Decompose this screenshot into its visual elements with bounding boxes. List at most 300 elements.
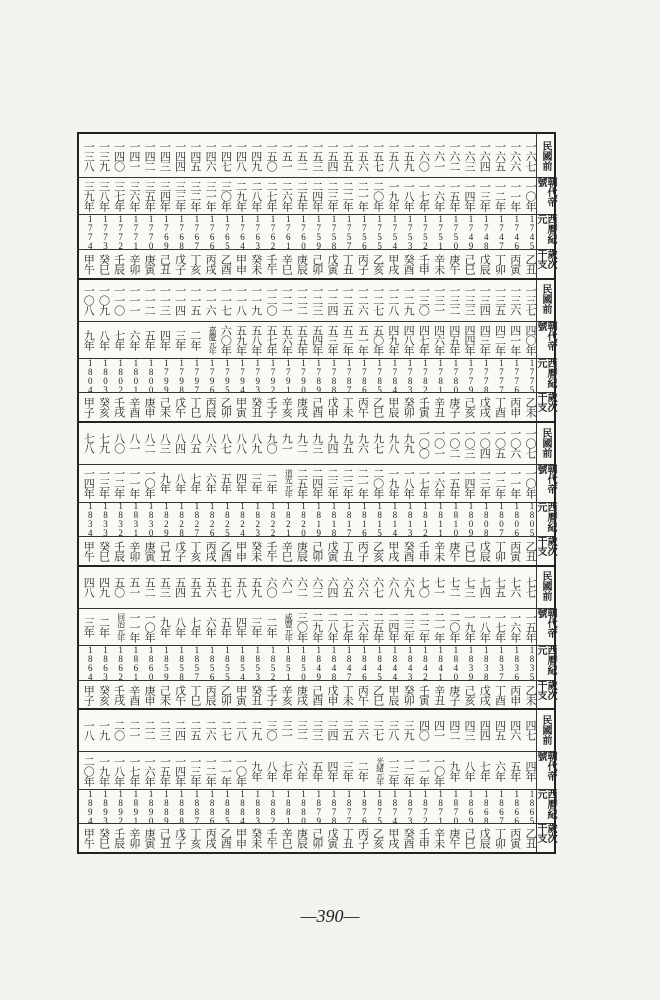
ganzhi-cell: 甲午 xyxy=(82,253,96,274)
ganzhi-cell: 丁未 xyxy=(341,397,355,418)
table-section xyxy=(79,421,554,565)
ganzhi-cell: 戊戌 xyxy=(478,397,492,418)
ganzhi-cell: 乙亥 xyxy=(371,540,385,561)
ganzhi-cell: 丁卯 xyxy=(493,828,507,849)
minguo-cell: 一三九 xyxy=(97,141,111,172)
year-cell: 1776 xyxy=(511,357,522,394)
ganzhi-cell: 癸巳 xyxy=(97,253,111,274)
reign-cell: 一九年 xyxy=(386,468,400,499)
ganzhi-cell: 丙申 xyxy=(508,397,522,418)
reign-cell: 一四年 xyxy=(82,468,96,499)
year-cell: 1846 xyxy=(359,644,370,681)
ganzhi-cell: 乙巳 xyxy=(371,684,385,705)
ganzhi-cell: 辛亥 xyxy=(280,684,294,705)
reign-cell: 二九年 xyxy=(310,612,324,643)
reign-cell: 一四年 xyxy=(463,468,477,499)
minguo-cell: 四八 xyxy=(82,576,96,597)
reign-cell: 二三年 xyxy=(402,612,416,643)
ganzhi-cell: 甲辰 xyxy=(386,684,400,705)
ganzhi-cell: 乙丑 xyxy=(523,540,537,561)
minguo-cell: 七九 xyxy=(97,433,111,454)
year-cell: 1802 xyxy=(115,357,126,394)
ganzhi-cell: 甲午 xyxy=(82,540,96,561)
ganzhi-cell: 乙酉 xyxy=(219,540,233,561)
reign-cell: 一三年 xyxy=(188,755,202,786)
ganzhi-cell: 戊子 xyxy=(173,253,187,274)
minguo-cell: 七四 xyxy=(478,576,492,597)
reign-cell: 八年 xyxy=(265,760,279,781)
reign-cell: 二八年 xyxy=(325,612,339,643)
year-cell: 1769 xyxy=(161,214,172,251)
ganzhi-cell: 癸未 xyxy=(249,828,263,849)
reign-cell: 一三年 xyxy=(478,181,492,212)
minguo-cell: 一六六 xyxy=(508,141,522,172)
year-cell: 1864 xyxy=(85,644,96,681)
year-cell: 1793 xyxy=(252,357,263,394)
ganzhi-cell: 丙戌 xyxy=(204,253,218,274)
minguo-cell: 八九 xyxy=(249,433,263,454)
ganzhi-cell: 丁丑 xyxy=(341,253,355,274)
year-cell: 1820 xyxy=(298,501,309,538)
year-cell: 1863 xyxy=(100,644,111,681)
reign-cell: 三年 xyxy=(249,473,263,494)
table-section xyxy=(79,278,554,422)
ganzhi-cell: 辛巳 xyxy=(280,540,294,561)
minguo-cell: 六三 xyxy=(310,576,324,597)
ganzhi-cell: 癸卯 xyxy=(402,397,416,418)
ganzhi-cell: 戊戌 xyxy=(478,684,492,705)
minguo-cell: 七六 xyxy=(508,576,522,597)
minguo-cell: 一三四 xyxy=(478,284,492,315)
ganzhi-cell: 壬戌 xyxy=(112,684,126,705)
reign-cell: 三年 xyxy=(173,329,187,350)
ganzhi-cell: 丁酉 xyxy=(493,397,507,418)
ganzhi-cell: 己亥 xyxy=(463,684,477,705)
reign-cell: 四八年 xyxy=(402,324,416,355)
year-cell: 1759 xyxy=(313,214,324,251)
section-divider xyxy=(79,708,554,710)
minguo-cell: 六二 xyxy=(295,576,309,597)
minguo-cell: 一四八 xyxy=(234,141,248,172)
minguo-cell: 一六一 xyxy=(432,141,446,172)
minguo-cell: 七三 xyxy=(463,576,477,597)
minguo-cell: 一〇七 xyxy=(523,428,537,459)
minguo-cell: 五四 xyxy=(173,576,187,597)
reign-cell: 二九年 xyxy=(234,181,248,212)
ganzhi-cell: 丙戌 xyxy=(204,828,218,849)
year-cell: 1785 xyxy=(374,357,385,394)
minguo-cell: 二七 xyxy=(219,720,233,741)
reign-cell: 一五年 xyxy=(447,468,461,499)
year-cell: 1779 xyxy=(466,357,477,394)
minguo-cell: 一二六 xyxy=(356,284,370,315)
reign-cell: 一五年 xyxy=(447,181,461,212)
reign-cell: 四年 xyxy=(158,329,172,350)
minguo-cell: 一三六 xyxy=(508,284,522,315)
year-cell: 1807 xyxy=(496,501,507,538)
section-divider xyxy=(79,278,554,280)
ganzhi-cell: 甲寅 xyxy=(234,684,248,705)
column-header: 歲次干支 xyxy=(535,536,556,557)
minguo-cell: 一五七 xyxy=(371,141,385,172)
minguo-cell: 五八 xyxy=(234,576,248,597)
column-header: 西曆紀元 xyxy=(535,788,556,819)
ganzhi-cell: 庚午 xyxy=(447,540,461,561)
ganzhi-cell: 丙辰 xyxy=(204,397,218,418)
minguo-cell: 一五〇 xyxy=(265,141,279,172)
ganzhi-cell: 壬辰 xyxy=(112,828,126,849)
year-cell: 1833 xyxy=(100,501,111,538)
year-cell: 1818 xyxy=(328,501,339,538)
page-number: —390— xyxy=(300,906,360,926)
year-cell: 1822 xyxy=(268,501,279,538)
year-cell: 1824 xyxy=(237,501,248,538)
reign-cell: 一七年 xyxy=(493,612,507,643)
year-cell: 1772 xyxy=(115,214,126,251)
reign-cell: 一八年 xyxy=(402,468,416,499)
year-cell: 1857 xyxy=(191,644,202,681)
reign-cell: 一六年 xyxy=(508,612,522,643)
reign-cell: 一一年 xyxy=(508,468,522,499)
year-cell: 1829 xyxy=(161,501,172,538)
year-cell: 1817 xyxy=(344,501,355,538)
minguo-cell: 一二一 xyxy=(280,284,294,315)
year-cell: 1766 xyxy=(207,214,218,251)
ganzhi-cell: 癸丑 xyxy=(249,684,263,705)
minguo-cell: 三五 xyxy=(341,720,355,741)
year-cell: 1760 xyxy=(298,214,309,251)
minguo-cell: 一五五 xyxy=(341,141,355,172)
ganzhi-cell: 丙寅 xyxy=(508,540,522,561)
year-table xyxy=(77,132,556,854)
row-divider xyxy=(79,536,554,537)
year-cell: 1855 xyxy=(222,644,233,681)
minguo-cell: 三三 xyxy=(310,720,324,741)
reign-cell: 二六年 xyxy=(356,612,370,643)
year-cell: 1830 xyxy=(146,501,157,538)
reign-cell: 二一年 xyxy=(432,612,446,643)
minguo-cell: 一〇二 xyxy=(447,428,461,459)
minguo-cell: 二二 xyxy=(143,720,157,741)
year-cell: 1821 xyxy=(283,501,294,538)
reign-cell: 一一年 xyxy=(127,612,141,643)
ganzhi-cell: 辛未 xyxy=(432,828,446,849)
minguo-cell: 一三五 xyxy=(493,284,507,315)
ganzhi-cell: 庚辰 xyxy=(295,540,309,561)
minguo-cell: 一四九 xyxy=(249,141,263,172)
ganzhi-cell: 丙寅 xyxy=(508,253,522,274)
year-cell: 1848 xyxy=(328,644,339,681)
year-cell: 1852 xyxy=(268,644,279,681)
minguo-cell: 四四 xyxy=(478,720,492,741)
reign-cell: 三年 xyxy=(82,617,96,638)
year-cell: 1755 xyxy=(374,214,385,251)
reign-cell: 二年 xyxy=(265,617,279,638)
year-cell: 1757 xyxy=(344,214,355,251)
minguo-cell: 一五九 xyxy=(402,141,416,172)
year-cell: 1816 xyxy=(359,501,370,538)
minguo-cell: 六六 xyxy=(356,576,370,597)
column-header: 西曆紀元 xyxy=(535,501,556,532)
ganzhi-cell: 辛酉 xyxy=(127,684,141,705)
column-header: 朝代帝號 xyxy=(535,464,556,495)
year-cell: 1887 xyxy=(191,788,202,825)
ganzhi-cell: 己未 xyxy=(158,397,172,418)
year-cell: 1854 xyxy=(237,644,248,681)
reign-cell: 四一年 xyxy=(508,324,522,355)
minguo-cell: 四一 xyxy=(432,720,446,741)
reign-cell: 七年 xyxy=(478,760,492,781)
minguo-cell: 一一九 xyxy=(249,284,263,315)
year-cell: 1876 xyxy=(359,788,370,825)
minguo-cell: 九三 xyxy=(310,433,324,454)
year-cell: 1765 xyxy=(222,214,233,251)
year-cell: 1836 xyxy=(511,644,522,681)
reign-cell: 五年 xyxy=(310,760,324,781)
year-cell: 1834 xyxy=(85,501,96,538)
reign-cell: 二三年 xyxy=(325,468,339,499)
ganzhi-cell: 庚子 xyxy=(447,684,461,705)
ganzhi-cell: 丙午 xyxy=(356,684,370,705)
year-cell: 1883 xyxy=(252,788,263,825)
minguo-cell: 九二 xyxy=(295,433,309,454)
reign-cell: 一八年 xyxy=(478,612,492,643)
year-cell: 1893 xyxy=(100,788,111,825)
year-cell: 1800 xyxy=(146,357,157,394)
ganzhi-cell: 庚辰 xyxy=(295,828,309,849)
year-cell: 1790 xyxy=(298,357,309,394)
reign-cell: 一四年 xyxy=(463,181,477,212)
minguo-cell: 五三 xyxy=(158,576,172,597)
minguo-cell: 二〇 xyxy=(112,720,126,741)
reign-cell: 九年 xyxy=(249,760,263,781)
year-cell: 1747 xyxy=(496,214,507,251)
reign-cell: 二八年 xyxy=(249,181,263,212)
reign-cell: 五四年 xyxy=(310,324,324,355)
ganzhi-cell: 辛未 xyxy=(432,253,446,274)
year-cell: 1787 xyxy=(344,357,355,394)
minguo-cell: 一一八 xyxy=(234,284,248,315)
reign-cell: 一二年 xyxy=(204,755,218,786)
ganzhi-cell: 丁卯 xyxy=(493,253,507,274)
year-cell: 1777 xyxy=(496,357,507,394)
reign-cell: 六年 xyxy=(204,473,218,494)
reign-cell: 一〇年 xyxy=(432,755,446,786)
ganzhi-cell: 庚申 xyxy=(143,397,157,418)
minguo-cell: 八六 xyxy=(204,433,218,454)
year-cell: 1823 xyxy=(252,501,263,538)
ganzhi-cell: 丁亥 xyxy=(188,540,202,561)
minguo-cell: 一〇六 xyxy=(508,428,522,459)
reign-cell: 咸豐元年 xyxy=(284,613,294,642)
year-cell: 1868 xyxy=(481,788,492,825)
year-cell: 1763 xyxy=(252,214,263,251)
reign-cell: 五九年 xyxy=(234,324,248,355)
reign-cell: 五年 xyxy=(143,329,157,350)
reign-cell: 二四年 xyxy=(310,468,324,499)
minguo-cell: 一一六 xyxy=(204,284,218,315)
reign-cell: 一二年 xyxy=(493,181,507,212)
reign-cell: 二一年 xyxy=(356,181,370,212)
ganzhi-cell: 庚寅 xyxy=(143,540,157,561)
row-divider xyxy=(79,823,554,824)
row-divider xyxy=(79,608,554,609)
ganzhi-cell: 乙丑 xyxy=(523,253,537,274)
year-cell: 1889 xyxy=(161,788,172,825)
minguo-cell: 四〇 xyxy=(417,720,431,741)
minguo-cell: 四三 xyxy=(463,720,477,741)
year-cell: 1832 xyxy=(115,501,126,538)
reign-cell: 七年 xyxy=(280,760,294,781)
year-cell: 1858 xyxy=(176,644,187,681)
ganzhi-cell: 甲戌 xyxy=(386,828,400,849)
minguo-cell: 二九 xyxy=(249,720,263,741)
minguo-cell: 五七 xyxy=(219,576,233,597)
year-cell: 1809 xyxy=(466,501,477,538)
reign-cell: 二二年 xyxy=(341,181,355,212)
ganzhi-cell: 壬午 xyxy=(265,540,279,561)
reign-cell: 三五年 xyxy=(143,181,157,212)
ganzhi-cell: 己酉 xyxy=(310,684,324,705)
reign-cell: 六年 xyxy=(493,760,507,781)
reign-cell: 八年 xyxy=(173,617,187,638)
reign-cell: 二四年 xyxy=(310,181,324,212)
ganzhi-cell: 壬寅 xyxy=(417,684,431,705)
reign-cell: 三六年 xyxy=(127,181,141,212)
ganzhi-cell: 庚寅 xyxy=(143,828,157,849)
reign-cell: 一七年 xyxy=(417,181,431,212)
reign-cell: 二〇年 xyxy=(371,181,385,212)
ganzhi-cell: 丁丑 xyxy=(341,828,355,849)
reign-cell: 六年 xyxy=(295,760,309,781)
year-cell: 1748 xyxy=(481,214,492,251)
ganzhi-cell: 乙未 xyxy=(523,397,537,418)
reign-cell: 一〇年 xyxy=(143,468,157,499)
reign-cell: 二六年 xyxy=(280,181,294,212)
minguo-cell: 八二 xyxy=(143,433,157,454)
minguo-cell: 一三一 xyxy=(432,284,446,315)
minguo-cell: 一三二 xyxy=(447,284,461,315)
ganzhi-cell: 乙亥 xyxy=(371,253,385,274)
minguo-cell: 八八 xyxy=(234,433,248,454)
year-cell: 1847 xyxy=(344,644,355,681)
ganzhi-cell: 戊辰 xyxy=(478,253,492,274)
reign-cell: 九年 xyxy=(82,329,96,350)
minguo-cell: 八三 xyxy=(158,433,172,454)
column-header: 朝代帝號 xyxy=(535,177,556,208)
column-header: 民國前 xyxy=(540,140,551,171)
reign-cell: 六年 xyxy=(127,329,141,350)
year-cell: 1792 xyxy=(268,357,279,394)
row-divider xyxy=(79,392,554,393)
minguo-cell: 七五 xyxy=(493,576,507,597)
minguo-cell: 六〇 xyxy=(265,576,279,597)
ganzhi-cell: 壬申 xyxy=(417,828,431,849)
minguo-cell: 一六〇 xyxy=(417,141,431,172)
minguo-cell: 一六四 xyxy=(478,141,492,172)
year-cell: 1885 xyxy=(222,788,233,825)
row-divider xyxy=(79,680,554,681)
year-cell: 1771 xyxy=(130,214,141,251)
ganzhi-cell: 庚子 xyxy=(447,397,461,418)
ganzhi-cell: 己巳 xyxy=(463,253,477,274)
ganzhi-cell: 丙辰 xyxy=(204,684,218,705)
minguo-cell: 三二 xyxy=(295,720,309,741)
ganzhi-cell: 己亥 xyxy=(463,397,477,418)
year-cell: 1866 xyxy=(511,788,522,825)
reign-cell: 九年 xyxy=(158,473,172,494)
reign-cell: 一三年 xyxy=(97,468,111,499)
minguo-cell: 一三三 xyxy=(463,284,477,315)
reign-cell: 一〇年 xyxy=(523,468,537,499)
ganzhi-cell: 壬辰 xyxy=(112,253,126,274)
ganzhi-cell: 丁丑 xyxy=(341,540,355,561)
reign-cell: 同治元年 xyxy=(116,613,126,642)
reign-cell: 一〇年 xyxy=(234,755,248,786)
reign-cell: 七年 xyxy=(188,617,202,638)
ganzhi-cell: 壬申 xyxy=(417,540,431,561)
year-cell: 1780 xyxy=(450,357,461,394)
reign-cell: 三一年 xyxy=(204,181,218,212)
minguo-cell: 九一 xyxy=(280,433,294,454)
minguo-cell: 一九 xyxy=(97,720,111,741)
minguo-cell: 四五 xyxy=(493,720,507,741)
reign-cell: 三七年 xyxy=(112,181,126,212)
minguo-cell: 七八 xyxy=(82,433,96,454)
ganzhi-cell: 己酉 xyxy=(310,397,324,418)
row-divider xyxy=(79,249,554,250)
minguo-cell: 一二五 xyxy=(341,284,355,315)
year-cell: 1770 xyxy=(146,214,157,251)
ganzhi-cell: 丙午 xyxy=(356,397,370,418)
reign-cell: 一三年 xyxy=(478,468,492,499)
minguo-cell: 一二二 xyxy=(295,284,309,315)
year-cell: 1828 xyxy=(176,501,187,538)
year-cell: 1815 xyxy=(374,501,385,538)
ganzhi-cell: 壬申 xyxy=(417,253,431,274)
year-cell: 1874 xyxy=(389,788,400,825)
reign-cell: 一一年 xyxy=(127,468,141,499)
minguo-cell: 三一 xyxy=(280,720,294,741)
year-cell: 1831 xyxy=(130,501,141,538)
reign-cell: 八年 xyxy=(97,329,111,350)
minguo-cell: 一四〇 xyxy=(112,141,126,172)
year-cell: 1774 xyxy=(85,214,96,251)
ganzhi-cell: 甲辰 xyxy=(386,397,400,418)
minguo-cell: 一六五 xyxy=(493,141,507,172)
ganzhi-cell: 乙未 xyxy=(523,684,537,705)
minguo-cell: 二五 xyxy=(188,720,202,741)
ganzhi-cell: 辛丑 xyxy=(432,684,446,705)
ganzhi-cell: 辛亥 xyxy=(280,397,294,418)
ganzhi-cell: 辛酉 xyxy=(127,397,141,418)
minguo-cell: 一四六 xyxy=(204,141,218,172)
minguo-cell: 六一 xyxy=(280,576,294,597)
column-header: 民國前 xyxy=(540,571,551,602)
ganzhi-cell: 庚戌 xyxy=(295,397,309,418)
year-cell: 1851 xyxy=(283,644,294,681)
year-cell: 1881 xyxy=(283,788,294,825)
minguo-cell: 四七 xyxy=(523,720,537,741)
ganzhi-cell: 辛丑 xyxy=(432,397,446,418)
minguo-cell: 三四 xyxy=(325,720,339,741)
minguo-cell: 八七 xyxy=(219,433,233,454)
minguo-cell: 一四一 xyxy=(127,141,141,172)
reign-cell: 四四年 xyxy=(463,324,477,355)
year-cell: 1783 xyxy=(405,357,416,394)
reign-cell: 一二年 xyxy=(402,755,416,786)
ganzhi-cell: 丙子 xyxy=(356,828,370,849)
